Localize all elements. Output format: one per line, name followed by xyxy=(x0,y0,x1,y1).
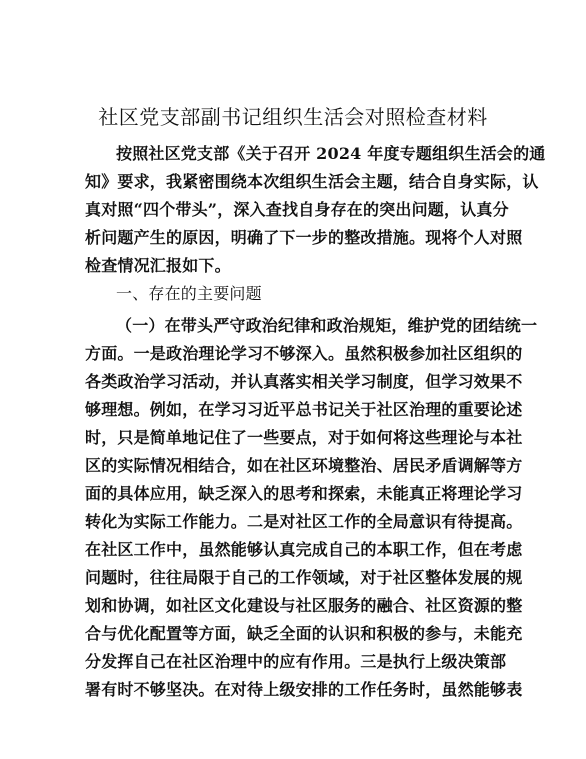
paragraph-line: 时，只是简单地记住了一些要点，对于如何将这些理论与本社 xyxy=(85,428,523,447)
paragraph-line: 合与优化配置等方面，缺乏全面的认识和积极的参与，未能充 xyxy=(85,624,523,643)
document-title: 社区党支部副书记组织生活会对照检查材料 xyxy=(98,105,488,129)
paragraph-line: 各类政治学习活动，并认真落实相关学习制度，但学习效果不 xyxy=(85,372,523,391)
paragraph-line: 划和协调，如社区文化建设与社区服务的融合、社区资源的整 xyxy=(85,596,523,615)
paragraph-line: 分发挥自己在社区治理中的应有作用。三是执行上级决策部 xyxy=(85,652,507,671)
paragraph-line: 知》要求，我紧密围绕本次组织生活会主题，结合自身实际，认 xyxy=(85,172,539,191)
paragraph-line: 方面。一是政治理论学习不够深入。虽然积极参加社区组织的 xyxy=(85,344,523,363)
paragraph-line: 真对照“四个带头”，深入查找自身存在的突出问题，认真分 xyxy=(85,200,509,219)
paragraph-line: 析问题产生的原因，明确了下一步的整改措施。现将个人对照 xyxy=(85,228,523,247)
section-heading: 一、存在的主要问题 xyxy=(116,284,262,303)
paragraph-line: 区的实际情况相结合，如在社区环境整治、居民矛盾调解等方 xyxy=(85,456,523,475)
paragraph-line: 转化为实际工作能力。二是对社区工作的全局意识有待提高。 xyxy=(85,512,523,531)
paragraph-line: 按照社区党支部《关于召开 2024 年度专题组织生活会的通 xyxy=(116,144,546,163)
paragraph-line: 够理想。例如，在学习习近平总书记关于社区治理的重要论述 xyxy=(85,400,523,419)
paragraph-line: 署有时不够坚决。在对待上级安排的工作任务时，虽然能够表 xyxy=(85,680,523,699)
paragraph-line: （一）在带头严守政治纪律和政治规矩，维护党的团结统一 xyxy=(116,316,538,335)
paragraph-line: 问题时，往往局限于自己的工作领域，对于社区整体发展的规 xyxy=(85,568,523,587)
paragraph-line: 检查情况汇报如下。 xyxy=(85,256,231,275)
paragraph-line: 在社区工作中，虽然能够认真完成自己的本职工作，但在考虑 xyxy=(85,540,523,559)
paragraph-line: 面的具体应用，缺乏深入的思考和探索，未能真正将理论学习 xyxy=(85,484,523,503)
